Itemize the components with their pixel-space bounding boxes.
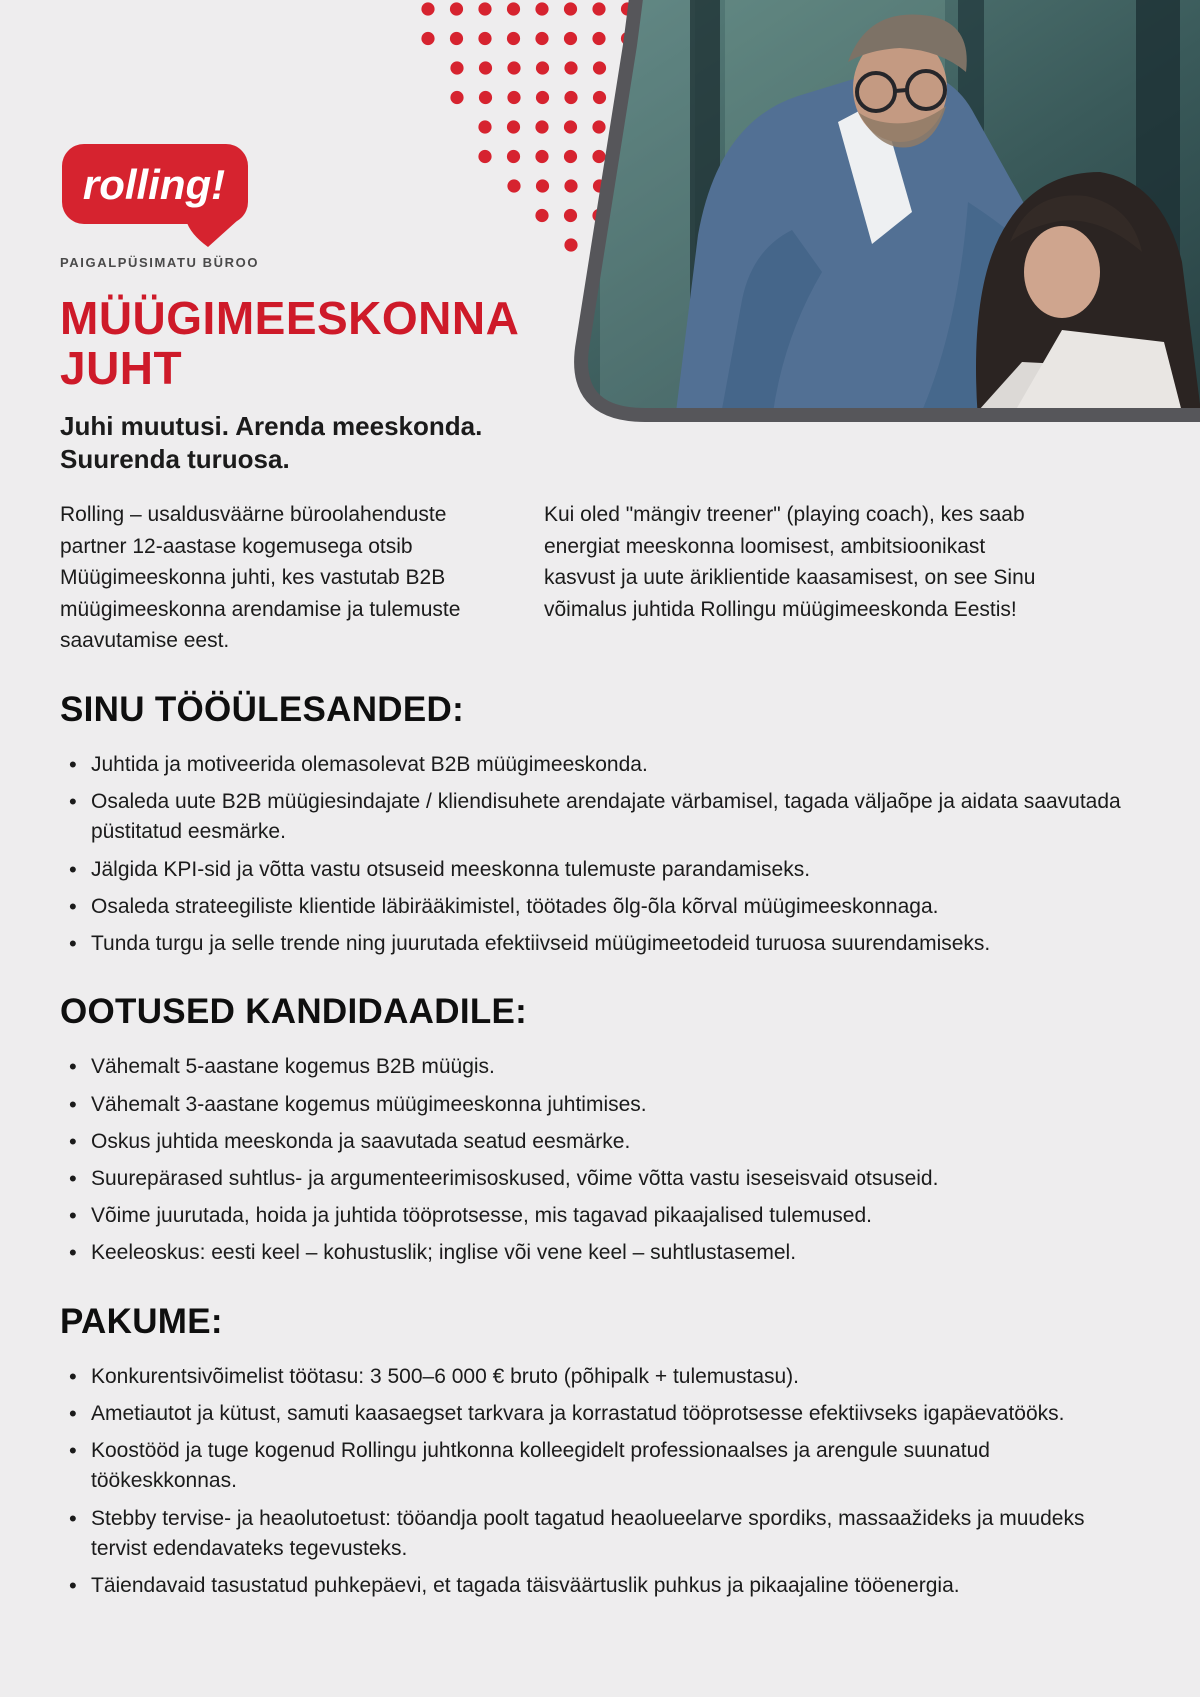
bullet-item: • Võime juurutada, hoida ja juhtida tööprotsesse, mis tagavad pikaajalised tulemused. [60,1201,1132,1231]
brand-logo [60,142,320,270]
page-title-line1: MÜÜGIMEESKONNA [60,292,520,344]
subtitle-line2: Suurenda turuosa. [60,444,290,475]
section-bullets [60,1052,1132,1268]
logo-text: rolling! [82,161,226,208]
intro-right-paragraph: Kui oled "mängiv treener" (playing coach), kes saab energiat meeskonna loomisest, ambitsioonikast kasvust ja uute äriklientide kaasamisest, on see Sinu võimalus juhtida Rollingu müügimeeskonda Eestis! [544,503,1036,621]
bullet-item: • Vähemalt 3-aastane kogemus müügimeeskonna juhtimises. [60,1090,1132,1120]
bullet-item: • Suurepärased suhtlus- ja argumenteerimisoskused, võime võtta vastu iseseisvaid otsuseid. [60,1164,1132,1194]
job-section [60,1302,1140,1602]
job-section [60,992,1140,1268]
page-title [60,294,1140,393]
page-title-line2: JUHT [60,341,183,394]
job-section [60,690,1140,959]
bullet-item: • Täiendavaid tasustatud puhkepäevi, et tagada täisväärtuslik puhkus ja pikaajaline tööenergia. [60,1571,1132,1601]
subtitle-line1: Juhi muutusi. Arenda meeskonda. [60,411,483,442]
intro-columns [60,499,1140,657]
bullet-item: • Vähemalt 5-aastane kogemus B2B müügis. [60,1052,1132,1082]
bullet-item: • Koostööd ja tuge kogenud Rollingu juhtkonna kolleegidelt professionaalses ja arengule suunatud töökeskkonnas. [60,1436,1132,1496]
section-bullets [60,750,1132,959]
page-subtitle [60,410,1140,476]
bullet-item: • Juhtida ja motiveerida olemasolevat B2B müügimeeskonda. [60,750,1132,780]
rolling-logo-icon [60,142,256,248]
bullet-item: • Konkurentsivõimelist töötasu: 3 500–6 000 € bruto (põhipalk + tulemustasu). [60,1362,1132,1392]
section-bullets [60,1362,1132,1602]
brand-tagline: PAIGALPÜSIMATU BÜROO [60,255,260,270]
bullet-item: • Stebby tervise- ja heaolutoetust: tööandja poolt tagatud heaolueelarve spordiks, massaažideks ja muudeks tervist edendavateks tegevusteks. [60,1504,1132,1564]
bullet-item: • Jälgida KPI-sid ja võtta vastu otsuseid meeskonna tulemuste parandamiseks. [60,855,1132,885]
section-heading: OOTUSED KANDIDAADILE: [60,992,528,1032]
intro-left-paragraph: Rolling – usaldusväärne büroolahenduste partner 12-aastase kogemusega otsib Müügimeeskonna juhti, kes vastutab B2B müügimeeskonna arendamise ja tulemuste saavutamise eest. [60,503,461,653]
bullet-item: • Oskus juhtida meeskonda ja saavutada seatud eesmärke. [60,1127,1132,1157]
section-heading: PAKUME: [60,1301,223,1341]
bullet-item: • Tunda turgu ja selle trende ning juurutada efektiivseid müügimeetodeid turuosa suurendamiseks. [60,929,1132,959]
bullet-item: • Osaleda uute B2B müügiesindajate / kliendisuhete arendajate värbamisel, tagada väljaõpe ja aidata saavutada püstitatud eesmärke. [60,787,1132,847]
logo-bubble-tail [186,220,238,247]
bullet-item: • Osaleda strateegiliste klientide läbirääkimistel, töötades õlg-õla kõrval müügimeeskonnaga. [60,892,1132,922]
bullet-item: • Ametiautot ja kütust, samuti kaasaegset tarkvara ja korrastatud tööprotsesse efektiivseks igapäevatööks. [60,1399,1132,1429]
job-sections [60,690,1140,1601]
section-heading: SINU TÖÖÜLESANDED: [60,689,465,729]
bullet-item: • Keeleoskus: eesti keel – kohustuslik; inglise või vene keel – suhtlustasemel. [60,1238,1132,1268]
